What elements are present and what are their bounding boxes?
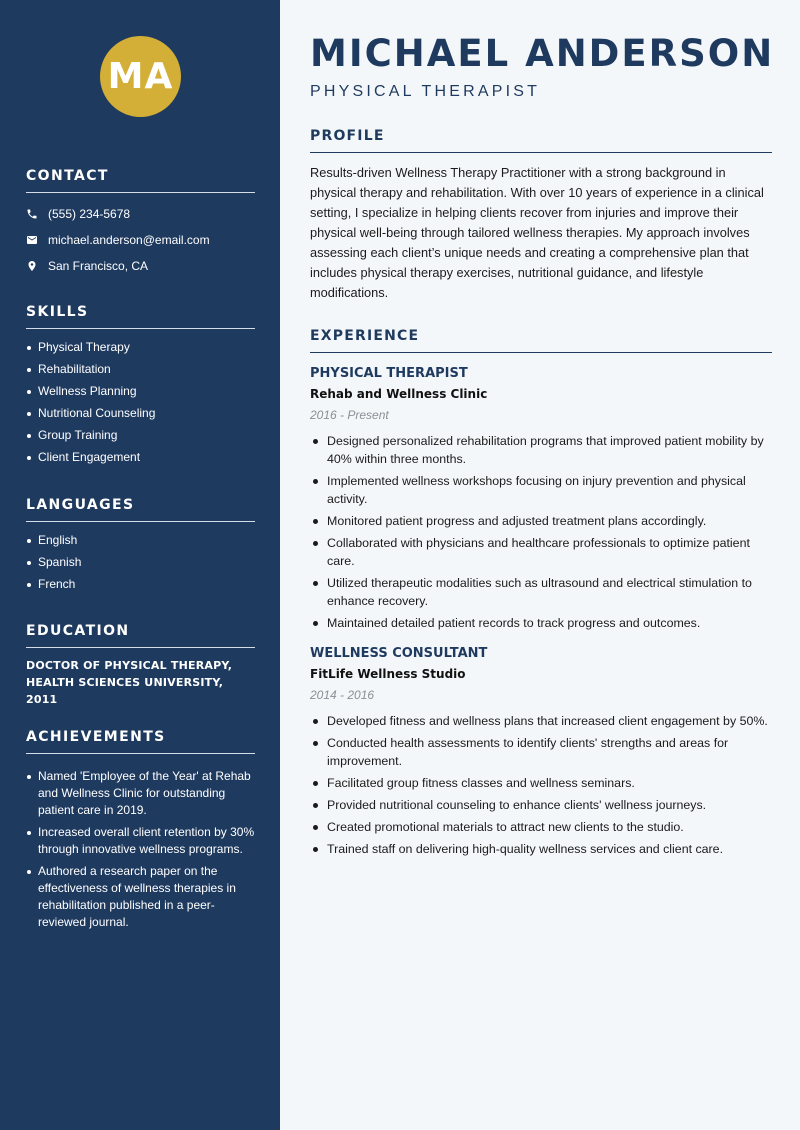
job-bullet: Facilitated group fitness classes and wellness seminars. — [310, 774, 772, 792]
contact-phone[interactable] — [26, 205, 255, 222]
job-bullet: Trained staff on delivering high-quality wellness services and client care. — [310, 840, 772, 858]
skills-title: SKILLS — [26, 304, 255, 329]
achievement-item: Increased overall client retention by 30% through innovative wellness programs. — [26, 824, 255, 858]
job-bullet: Conducted health assessments to identify clients' strengths and areas for improvement. — [310, 734, 772, 770]
experience-section — [310, 328, 772, 862]
skill-item: Physical Therapy — [26, 339, 255, 356]
job-entry — [310, 366, 772, 632]
email-text: michael.anderson@email.com — [48, 232, 210, 247]
achievement-item: Named 'Employee of the Year' at Rehab and Wellness Clinic for outstanding patient care in 2019. — [26, 768, 255, 819]
candidate-role: PHYSICAL THERAPIST — [310, 83, 541, 100]
job-title: WELLNESS CONSULTANT — [310, 646, 488, 661]
achievement-item: Authored a research paper on the effectiveness of wellness therapies in rehabilitation published in a peer-reviewed journal. — [26, 863, 255, 931]
job-bullet: Designed personalized rehabilitation programs that improved patient mobility by 40% within three months. — [310, 432, 772, 468]
avatar — [100, 36, 181, 117]
achievements-list — [26, 768, 255, 931]
job-dates: 2016 - Present — [310, 408, 389, 422]
job-title: PHYSICAL THERAPIST — [310, 366, 468, 381]
job-bullets — [310, 432, 772, 632]
job-bullet: Created promotional materials to attract new clients to the studio. — [310, 818, 772, 836]
skills-section — [26, 304, 255, 471]
skill-item: Wellness Planning — [26, 383, 255, 400]
contact-title: CONTACT — [26, 168, 255, 193]
education-degree: DOCTOR OF PHYSICAL THERAPY, — [26, 659, 233, 672]
languages-section — [26, 497, 255, 598]
language-item: Spanish — [26, 554, 255, 571]
skill-item: Nutritional Counseling — [26, 405, 255, 422]
achievements-section — [26, 729, 255, 936]
skill-item: Client Engagement — [26, 449, 255, 466]
contact-email[interactable] — [26, 231, 255, 248]
sidebar — [0, 0, 280, 1130]
profile-text: Results-driven Wellness Therapy Practitioner with a strong background in physical therapy and rehabilitation. With over 10 years of experience in a clinical setting, I specialize in helping clients recover from injuries and improve their physical well-being through tailored wellness therapies. My approach involves assessing each client’s unique needs and creating a comprehensive plan that includes physical therapy exercises, nutritional guidance, and lifestyle modifications. — [310, 165, 764, 300]
profile-title: PROFILE — [310, 128, 772, 153]
location-pin-icon — [26, 260, 38, 272]
job-bullet: Implemented wellness workshops focusing on injury prevention and physical activity. — [310, 472, 772, 508]
job-entry — [310, 646, 772, 858]
education-title: EDUCATION — [26, 623, 255, 648]
skill-item: Rehabilitation — [26, 361, 255, 378]
skills-list — [26, 339, 255, 466]
job-dates: 2014 - 2016 — [310, 688, 375, 702]
job-bullet: Collaborated with physicians and healthcare professionals to optimize patient care. — [310, 534, 772, 570]
job-company: Rehab and Wellness Clinic — [310, 387, 488, 401]
avatar-initials: MA — [107, 56, 174, 97]
job-bullet: Developed fitness and wellness plans that increased client engagement by 50%. — [310, 712, 772, 730]
education-section — [26, 623, 255, 708]
job-company: FitLife Wellness Studio — [310, 667, 466, 681]
phone-text: (555) 234-5678 — [48, 206, 131, 221]
profile-section — [310, 128, 772, 303]
contact-section — [26, 168, 255, 274]
languages-list — [26, 532, 255, 593]
contact-location — [26, 257, 255, 274]
language-item: French — [26, 576, 255, 593]
phone-icon — [26, 208, 38, 220]
job-bullet: Monitored patient progress and adjusted treatment plans accordingly. — [310, 512, 772, 530]
education-school: HEALTH SCIENCES UNIVERSITY, 2011 — [26, 676, 224, 706]
job-bullets — [310, 712, 772, 858]
language-item: English — [26, 532, 255, 549]
job-bullet: Maintained detailed patient records to track progress and outcomes. — [310, 614, 772, 632]
candidate-name: MICHAEL ANDERSON — [310, 32, 775, 75]
job-bullet: Utilized therapeutic modalities such as ultrasound and electrical stimulation to enhance recovery. — [310, 574, 772, 610]
experience-title: EXPERIENCE — [310, 328, 772, 353]
email-icon — [26, 234, 38, 246]
location-text: San Francisco, CA — [48, 258, 149, 273]
job-bullet: Provided nutritional counseling to enhance clients' wellness journeys. — [310, 796, 772, 814]
languages-title: LANGUAGES — [26, 497, 255, 522]
achievements-title: ACHIEVEMENTS — [26, 729, 255, 754]
skill-item: Group Training — [26, 427, 255, 444]
